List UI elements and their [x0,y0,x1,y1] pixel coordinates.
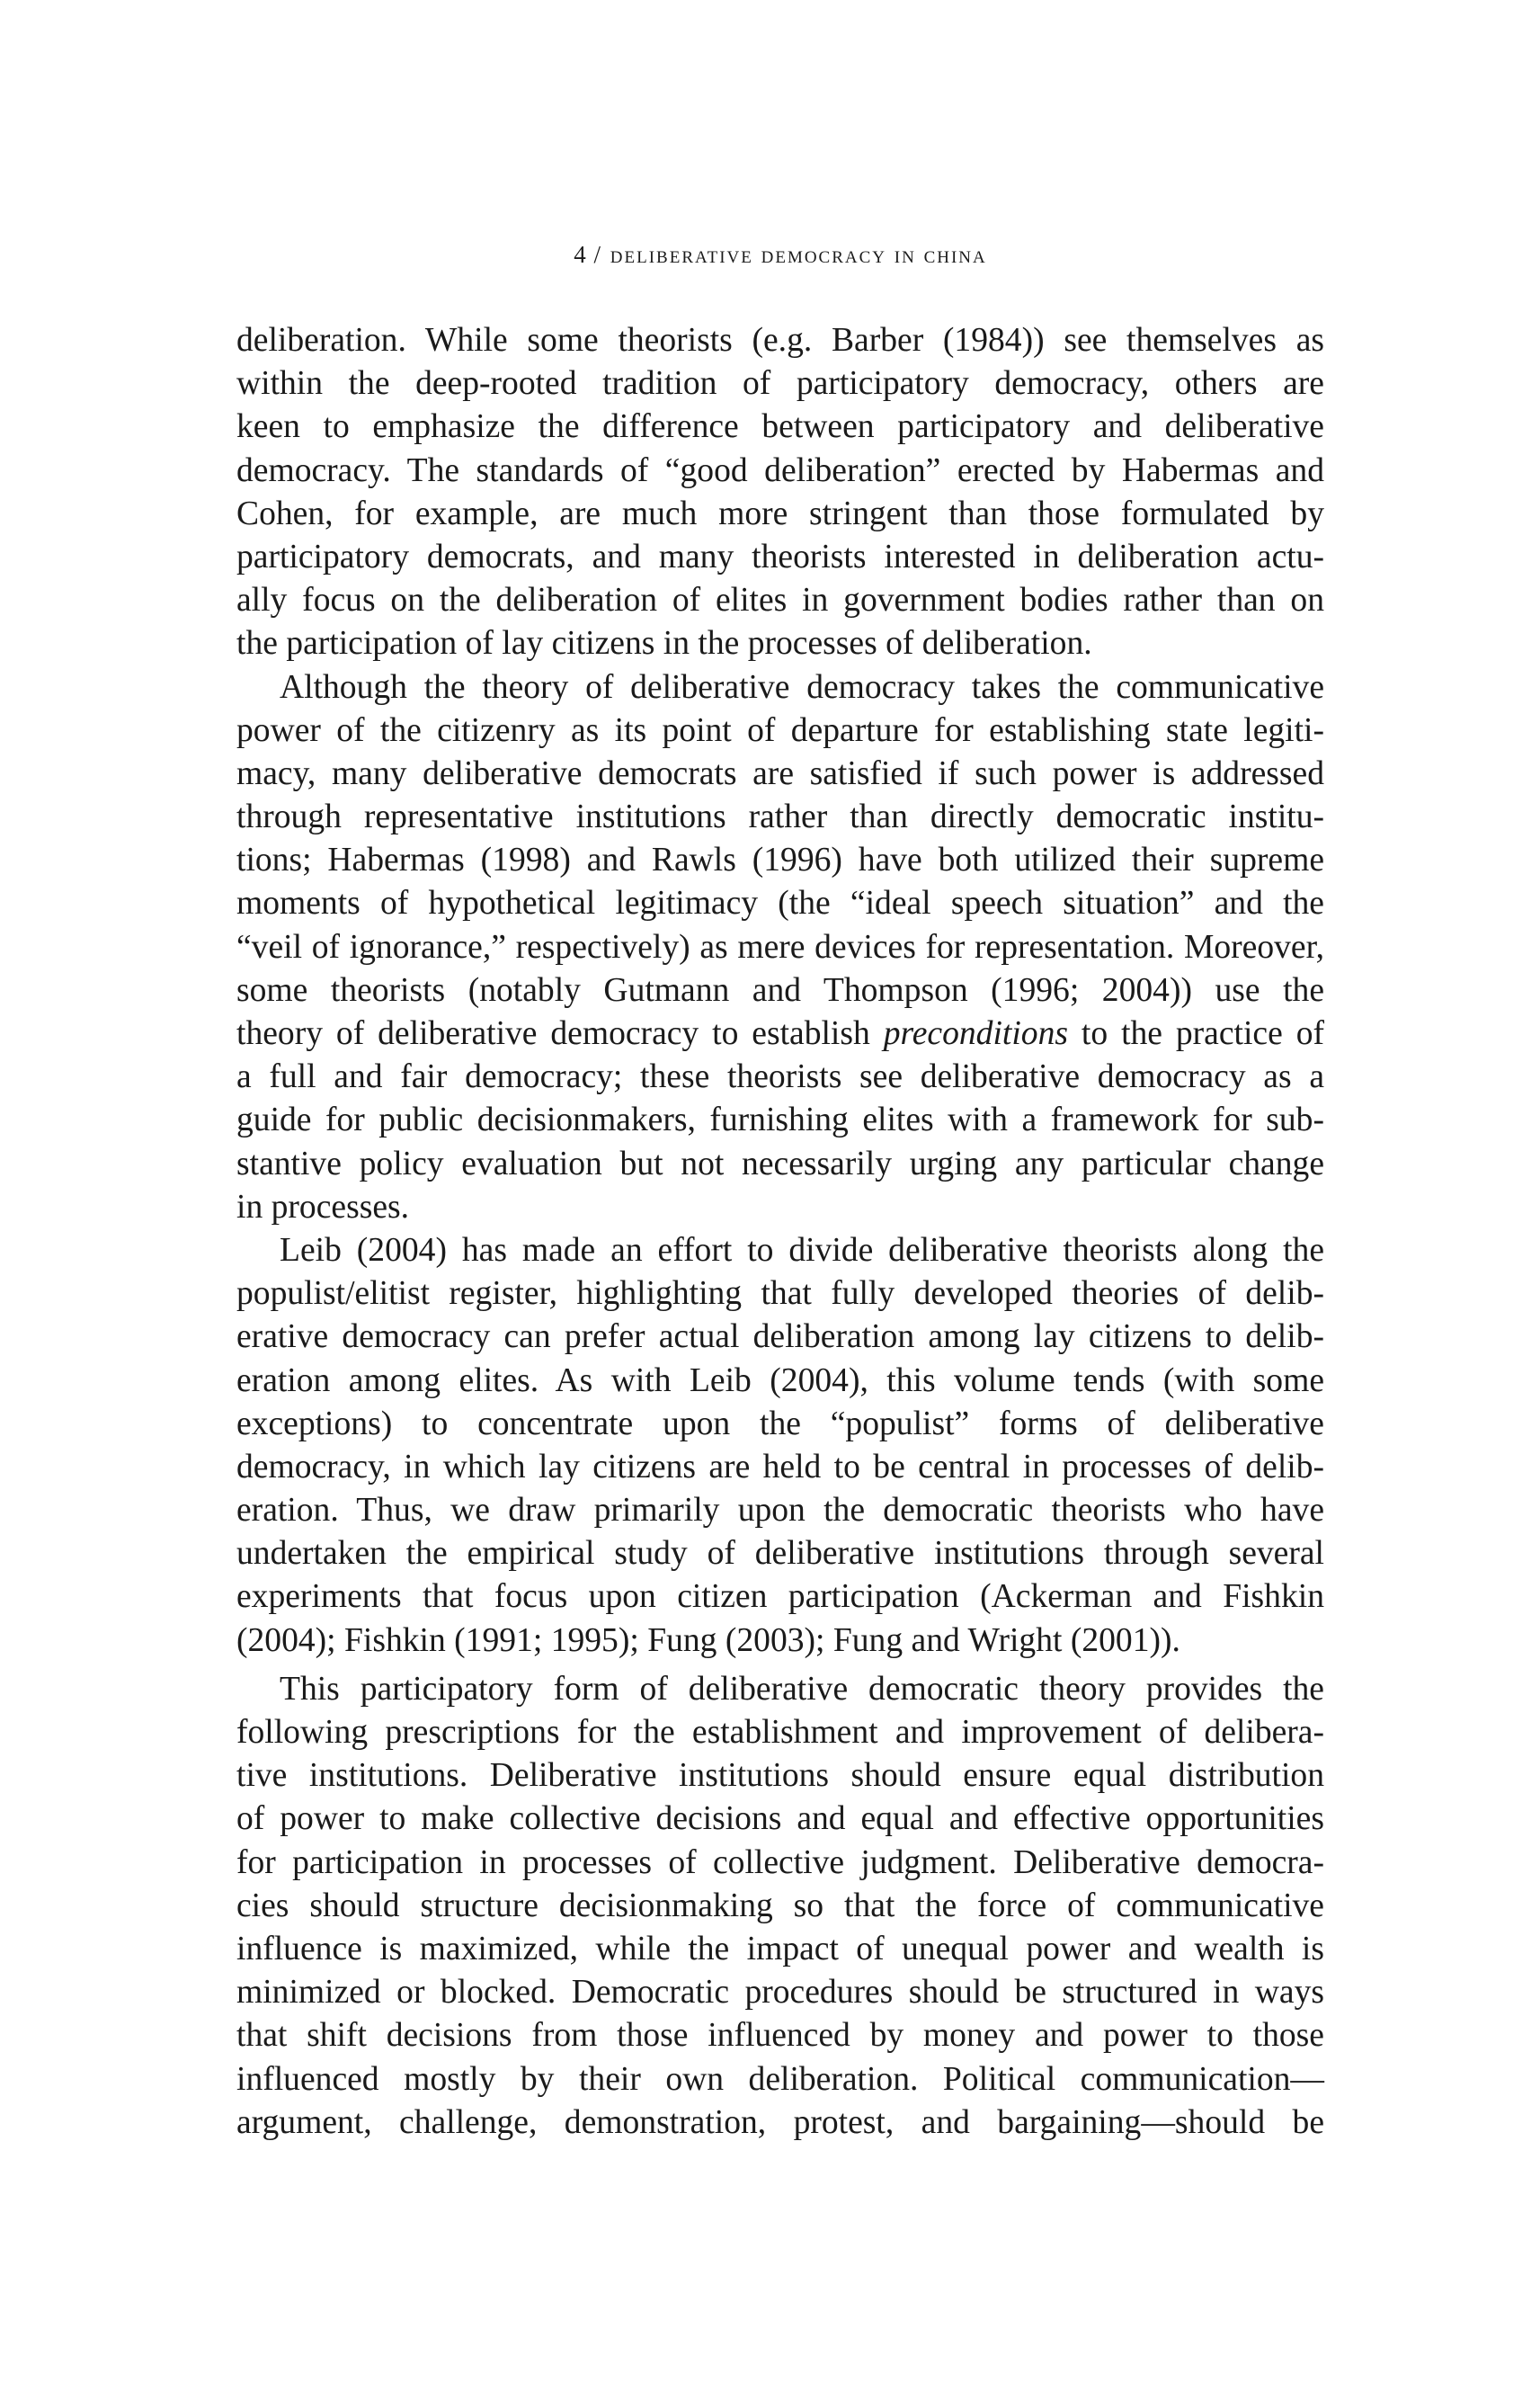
text-line: in processes. [236,1188,410,1226]
text-segment: theory of deliberative democracy to establish [236,1015,870,1052]
text-line: tions; Habermas (1998) and Rawls (1996) have both utilized their supreme [236,842,1324,879]
text-line: of power to make collective decisions and equal and effective opportunities [236,1800,1324,1838]
text-line: “veil of ignorance,” respectively) as mere devices for representation. Moreover, [236,928,1324,966]
text-line [236,1013,1324,1056]
text-line: argument, challenge, demonstration, protest, and bargaining—should be [236,2103,1324,2141]
running-title: deliberative democracy in china [610,241,987,268]
text-line: influence is maximized, while the impact of unequal power and wealth is [236,1930,1324,1967]
text-line: populist/elitist register, highlighting that fully developed theories of delib- [236,1275,1324,1313]
running-head-separator: / [593,241,603,268]
text-line: through representative institutions rather than directly democratic institu- [236,799,1324,836]
body-text [236,319,1324,2145]
page-number: 4 [574,241,586,268]
text-line: erative democracy can prefer actual deliberation among lay citizens to delib- [236,1318,1324,1356]
text-line: (2004); Fishkin (1991; 1995); Fung (2003); Fung and Wright (2001)). [236,1621,1180,1659]
text-line: ally focus on the deliberation of elites in government bodies rather than on [236,582,1324,620]
text-line: deliberation. While some theorists (e.g. Barber (1984)) see themselves as [236,322,1324,359]
text-line: Leib (2004) has made an effort to divide deliberative theorists along the [280,1231,1324,1269]
text-line: exceptions) to concentrate upon the “populist” forms of deliberative [236,1405,1324,1442]
text-line: This participatory form of deliberative democratic theory provides the [280,1670,1324,1708]
text-line: following prescriptions for the establishment and improvement of delibera- [236,1714,1324,1751]
text-line: that shift decisions from those influenced by money and power to those [236,2017,1324,2055]
emphasized-term: preconditions [883,1015,1068,1052]
text-line: tive institutions. Deliberative institutions should ensure equal distribution [236,1757,1324,1795]
text-line: guide for public decisionmakers, furnishing elites with a framework for sub- [236,1102,1324,1139]
text-line: cies should structure decisionmaking so that the force of communicative [236,1887,1324,1924]
text-line: minimized or blocked. Democratic procedures should be structured in ways [236,1974,1324,2012]
text-line: some theorists (notably Gutmann and Thompson (1996; 2004)) use the [236,971,1324,1009]
text-line: undertaken the empirical study of deliberative institutions through several [236,1535,1324,1573]
text-line: for participation in processes of collective judgment. Deliberative democra- [236,1843,1324,1881]
text-line: influenced mostly by their own deliberation. Political communication— [236,2060,1324,2098]
text-line: democracy. The standards of “good deliberation” erected by Habermas and [236,451,1324,489]
text-segment: to the practice of [1081,1015,1324,1052]
text-line: participatory democrats, and many theorists interested in deliberation actu- [236,538,1324,575]
text-line: eration. Thus, we draw primarily upon the democratic theorists who have [236,1492,1324,1530]
text-line: moments of hypothetical legitimacy (the “ideal speech situation” and the [236,885,1324,923]
text-line: democracy, in which lay citizens are held to be central in processes of delib- [236,1448,1324,1486]
text-line: eration among elites. As with Leib (2004), this volume tends (with some [236,1361,1324,1399]
text-line: stantive policy evaluation but not necessarily urging any particular change [236,1145,1324,1182]
running-head [236,241,1324,269]
text-line: within the deep-rooted tradition of participatory democracy, others are [236,365,1324,403]
text-line: experiments that focus upon citizen participation (Ackerman and Fishkin [236,1578,1324,1616]
text-line: the participation of lay citizens in the processes of deliberation. [236,625,1092,663]
text-line: Cohen, for example, are much more stringent than those formulated by [236,495,1324,532]
text-line: keen to emphasize the difference between participatory and deliberative [236,408,1324,446]
text-line: macy, many deliberative democrats are satisfied if such power is addressed [236,754,1324,792]
text-line: Although the theory of deliberative democracy takes the communicative [280,668,1324,706]
text-line: a full and fair democracy; these theorists see deliberative democracy as a [236,1058,1324,1096]
text-line: power of the citizenry as its point of departure for establishing state legiti- [236,711,1324,749]
